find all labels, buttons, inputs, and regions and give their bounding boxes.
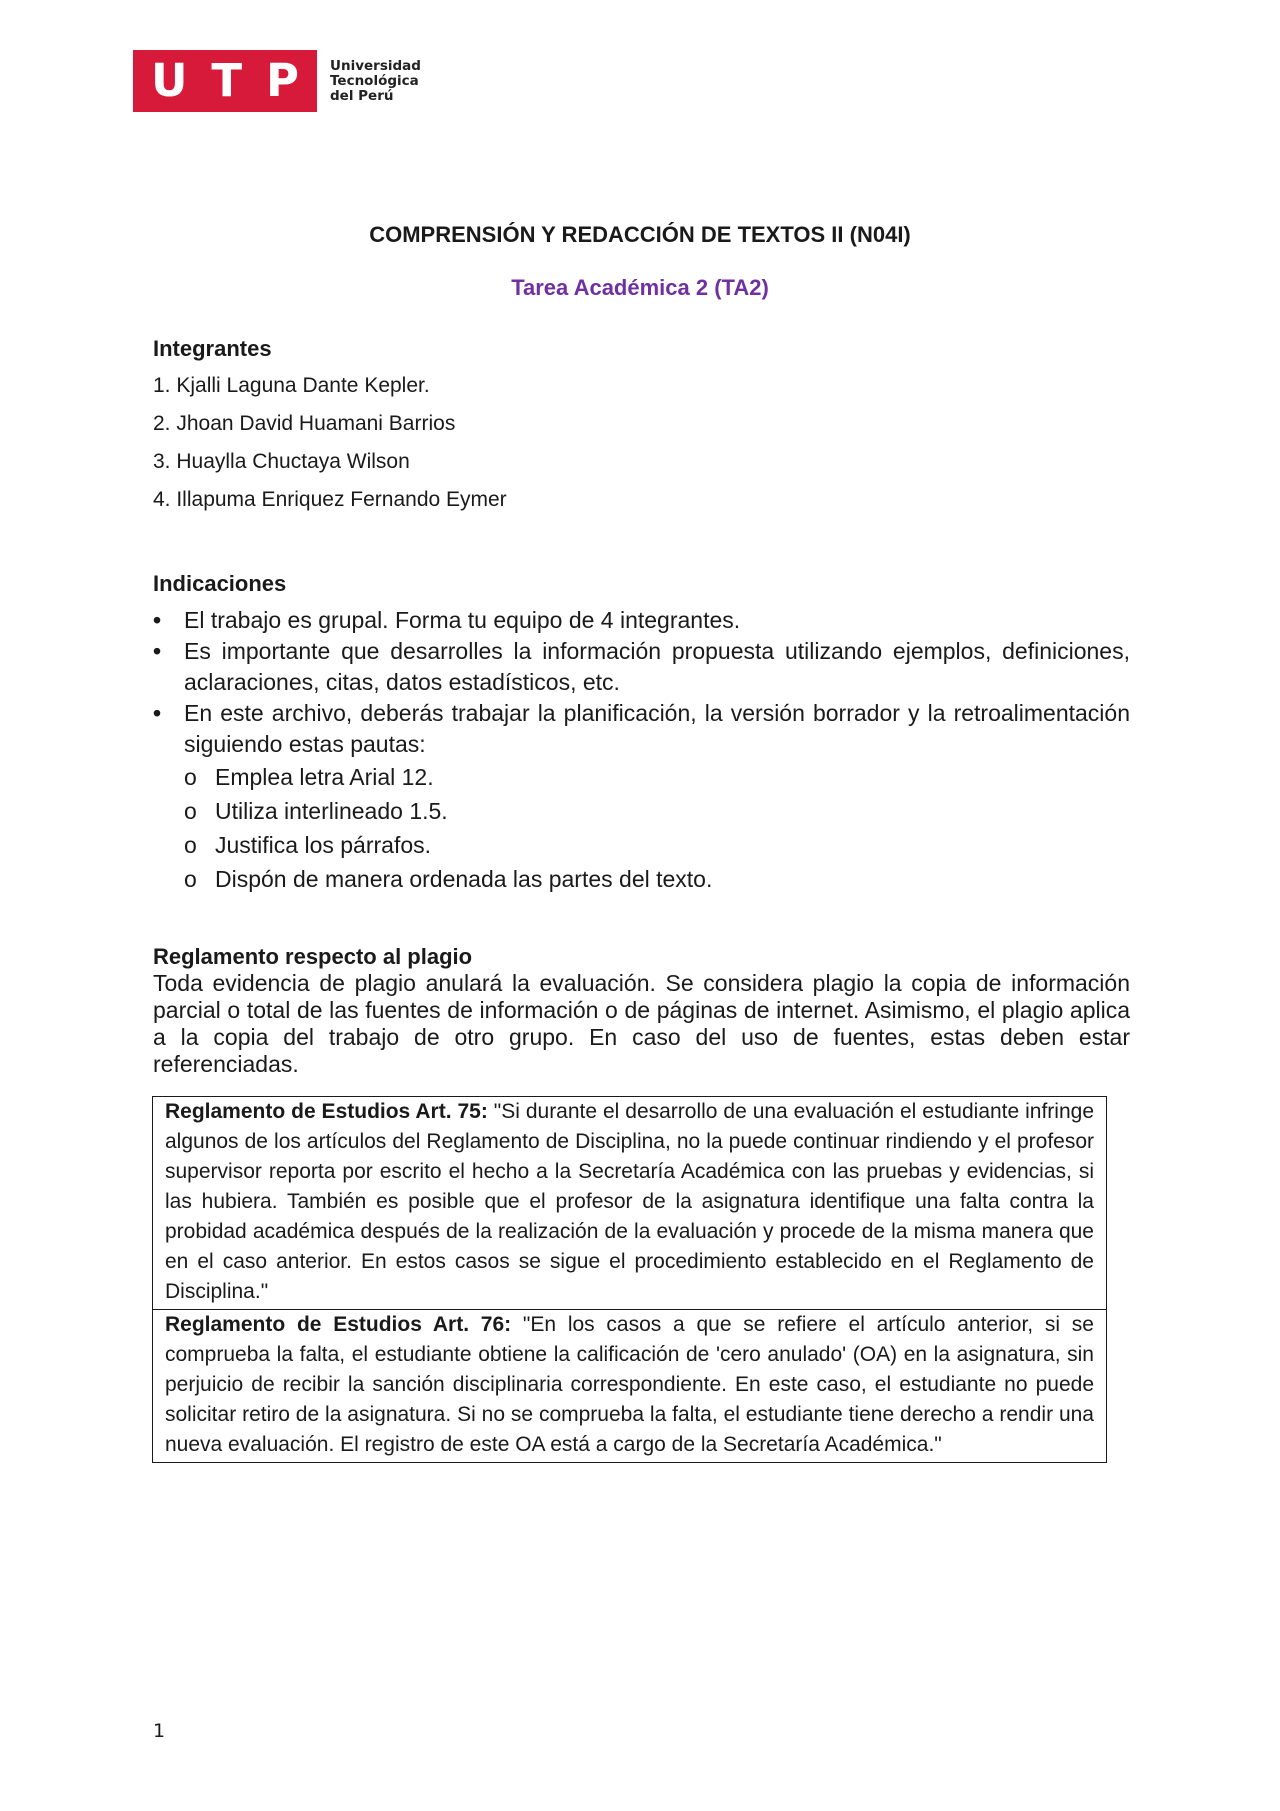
regulation-label: Reglamento de Estudios Art. 75: bbox=[165, 1100, 488, 1123]
plagiarism-text: Toda evidencia de plagio anulará la evaluación. Se considera plagio la copia de información parcial o total de las fuentes de información o de páginas de internet. Asimismo, el plagio aplica a la copia del trabajo de otro grupo. En caso del uso de fuentes, estas deben estar referenciadas. bbox=[153, 970, 1130, 1077]
table-row bbox=[153, 1310, 1107, 1463]
plagiarism-heading: Reglamento respecto al plagio bbox=[153, 944, 473, 969]
logo-name-line: Tecnológica bbox=[330, 72, 419, 89]
page-number: 1 bbox=[153, 1720, 166, 1742]
regulation-text: "En los casos a que se refiere el artículo anterior, si se comprueba la falta, el estudiante obtiene la calificación de 'cero anulado' (OA) en la asignatura, sin perjuicio de recibir la sanción disciplinaria correspondiente. En este caso, el estudiante no puede solicitar retiro de la asignatura. Si no se comprueba la falta, el estudiante tiene derecho a rendir una nueva evaluación. El registro de este OA está a cargo de la Secretaría Académica." bbox=[165, 1313, 1094, 1456]
logo-letter-p: P bbox=[266, 54, 300, 107]
regulation-label: Reglamento de Estudios Art. 76: bbox=[165, 1313, 512, 1336]
utp-logo bbox=[133, 50, 421, 112]
regulations-table bbox=[152, 1096, 1107, 1463]
logo-name-line: del Perú bbox=[330, 87, 394, 104]
instruction-item bbox=[153, 698, 1130, 896]
plagiarism-section bbox=[153, 944, 1130, 1078]
instructions-heading: Indicaciones bbox=[153, 571, 287, 596]
regulation-cell bbox=[153, 1310, 1107, 1463]
assignment-title: Tarea Académica 2 (TA2) bbox=[511, 275, 769, 300]
member-item: 1. Kjalli Laguna Dante Kepler. bbox=[153, 374, 430, 397]
instruction-item: • El trabajo es grupal. Forma tu equipo de 4 integrantes. bbox=[153, 605, 1130, 636]
guideline-item: o Dispón de manera ordenada las partes del texto. bbox=[184, 862, 1130, 896]
logo-letter-t: T bbox=[211, 54, 243, 107]
format-guidelines-list bbox=[184, 760, 1130, 896]
instruction-item: • Es importante que desarrolles la información propuesta utilizando ejemplos, definiciones, aclaraciones, citas, datos estadísticos, etc. bbox=[153, 636, 1130, 698]
guideline-item: o Justifica los párrafos. bbox=[184, 828, 1130, 862]
members-section bbox=[153, 336, 1130, 512]
logo-mark bbox=[133, 50, 317, 112]
instruction-item-text: En este archivo, deberás trabajar la planificación, la versión borrador y la retroalimentación siguiendo estas pautas: bbox=[184, 700, 1130, 757]
guideline-item: o Emplea letra Arial 12. bbox=[184, 760, 1130, 794]
members-heading: Integrantes bbox=[153, 336, 272, 361]
member-item: 3. Huaylla Chuctaya Wilson bbox=[153, 450, 410, 473]
instructions-list bbox=[153, 605, 1130, 896]
member-item: 4. Illapuma Enriquez Fernando Eymer bbox=[153, 488, 507, 511]
logo-name-line: Universidad bbox=[330, 57, 421, 74]
member-item: 2. Jhoan David Huamani Barrios bbox=[153, 412, 456, 435]
logo-name bbox=[330, 59, 421, 104]
regulation-cell bbox=[153, 1097, 1107, 1310]
table-row bbox=[153, 1097, 1107, 1310]
guideline-item: o Utiliza interlineado 1.5. bbox=[184, 794, 1130, 828]
instructions-section bbox=[153, 571, 1130, 896]
regulation-text: "Si durante el desarrollo de una evaluación el estudiante infringe algunos de los artículos del Reglamento de Disciplina, no la puede continuar rindiendo y el profesor supervisor reporta por escrito el hecho a la Secretaría Académica con las pruebas y evidencias, si las hubiera. También es posible que el profesor de la asignatura identifique una falta contra la probidad académica después de la realización de la evaluación y procede de la misma manera que en el caso anterior. En estos casos se sigue el procedimiento establecido en el Reglamento de Disciplina." bbox=[165, 1100, 1095, 1303]
logo-letter-u: U bbox=[150, 54, 188, 107]
course-title: COMPRENSIÓN Y REDACCIÓN DE TEXTOS II (N04I) bbox=[369, 222, 911, 247]
